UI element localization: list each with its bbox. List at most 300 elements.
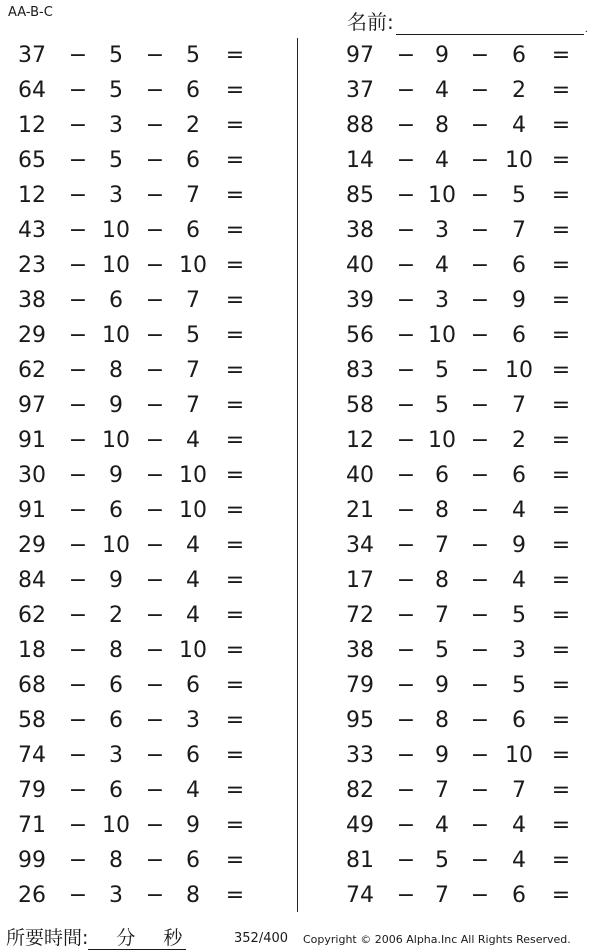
equals-sign: = (551, 463, 571, 488)
problem-row (0, 598, 290, 633)
page-number: 352/400 (234, 931, 289, 946)
equals-sign: = (551, 533, 571, 558)
minus-sign: − (145, 358, 165, 383)
subtrahend-1: 8 (435, 498, 449, 523)
minus-sign: − (470, 148, 490, 173)
subtrahend-2: 4 (512, 848, 526, 873)
minuend: 38 (346, 218, 374, 243)
minus-sign: − (396, 253, 416, 278)
subtrahend-1: 9 (109, 463, 123, 488)
subtrahend-1: 8 (435, 708, 449, 733)
subtrahend-1: 3 (109, 883, 123, 908)
minus-sign: − (145, 568, 165, 593)
minus-sign: − (145, 218, 165, 243)
minuend: 33 (346, 743, 374, 768)
equals-sign: = (225, 638, 245, 663)
minus-sign: − (145, 113, 165, 138)
minuend: 21 (346, 498, 374, 523)
problem-row (0, 563, 290, 598)
time-label: 所要時間: (6, 927, 89, 949)
minus-sign: − (145, 778, 165, 803)
subtrahend-2: 6 (512, 708, 526, 733)
minuend: 37 (346, 78, 374, 103)
minus-sign: − (145, 673, 165, 698)
minus-sign: − (396, 463, 416, 488)
minuend: 38 (346, 638, 374, 663)
minus-sign: − (145, 428, 165, 453)
minuend: 37 (18, 43, 46, 68)
equals-sign: = (551, 218, 571, 243)
subtrahend-2: 7 (512, 778, 526, 803)
subtrahend-2: 6 (186, 218, 200, 243)
subtrahend-2: 7 (512, 218, 526, 243)
minuend: 62 (18, 603, 46, 628)
copyright-notice: Copyright © 2006 Alpha.Inc All Rights Reserved. (303, 933, 571, 946)
minuend: 99 (18, 848, 46, 873)
minus-sign: − (68, 148, 88, 173)
subtrahend-1: 5 (109, 78, 123, 103)
subtrahend-1: 3 (109, 183, 123, 208)
equals-sign: = (551, 78, 571, 103)
problem-row (330, 458, 600, 493)
problem-row (330, 773, 600, 808)
minus-sign: − (470, 778, 490, 803)
equals-sign: = (225, 393, 245, 418)
problem-row (0, 458, 290, 493)
problem-row (330, 143, 600, 178)
minus-sign: − (68, 848, 88, 873)
subtrahend-1: 10 (102, 813, 130, 838)
minus-sign: − (396, 358, 416, 383)
problem-row (0, 318, 290, 353)
subtrahend-1: 5 (435, 393, 449, 418)
subtrahend-1: 4 (435, 253, 449, 278)
problem-row (0, 353, 290, 388)
subtrahend-1: 10 (102, 323, 130, 348)
minus-sign: − (470, 603, 490, 628)
subtrahend-2: 3 (186, 708, 200, 733)
minuend: 88 (346, 113, 374, 138)
minus-sign: − (145, 183, 165, 208)
minuend: 72 (346, 603, 374, 628)
minus-sign: − (396, 498, 416, 523)
equals-sign: = (225, 428, 245, 453)
minus-sign: − (396, 183, 416, 208)
minus-sign: − (470, 253, 490, 278)
equals-sign: = (551, 603, 571, 628)
equals-sign: = (551, 358, 571, 383)
subtrahend-2: 4 (186, 568, 200, 593)
problem-row (0, 633, 290, 668)
minuend: 34 (346, 533, 374, 558)
minus-sign: − (68, 638, 88, 663)
minus-sign: − (396, 673, 416, 698)
subtrahend-2: 4 (512, 813, 526, 838)
name-blank-line[interactable] (396, 14, 584, 35)
equals-sign: = (225, 603, 245, 628)
subtrahend-2: 7 (186, 288, 200, 313)
problem-row (0, 108, 290, 143)
subtrahend-2: 4 (512, 113, 526, 138)
subtrahend-2: 10 (179, 463, 207, 488)
subtrahend-1: 8 (109, 358, 123, 383)
problem-row (330, 843, 600, 878)
subtrahend-2: 10 (505, 358, 533, 383)
problem-row (0, 808, 290, 843)
subtrahend-2: 4 (512, 568, 526, 593)
minuend: 65 (18, 148, 46, 173)
equals-sign: = (225, 848, 245, 873)
equals-sign: = (551, 813, 571, 838)
problem-row (0, 738, 290, 773)
equals-sign: = (551, 848, 571, 873)
subtrahend-2: 4 (512, 498, 526, 523)
problem-row (330, 248, 600, 283)
minus-sign: − (145, 393, 165, 418)
subtrahend-2: 6 (186, 673, 200, 698)
minus-sign: − (396, 883, 416, 908)
minuend: 74 (18, 743, 46, 768)
minuend: 58 (346, 393, 374, 418)
minus-sign: − (396, 393, 416, 418)
minuend: 82 (346, 778, 374, 803)
subtrahend-1: 7 (435, 533, 449, 558)
problem-row (0, 773, 290, 808)
subtrahend-1: 6 (109, 288, 123, 313)
subtrahend-1: 9 (109, 393, 123, 418)
minus-sign: − (68, 253, 88, 278)
minuend: 12 (18, 183, 46, 208)
equals-sign: = (551, 148, 571, 173)
minus-sign: − (145, 533, 165, 558)
left-problem-column (0, 38, 290, 913)
minus-sign: − (68, 778, 88, 803)
minuend: 40 (346, 253, 374, 278)
subtrahend-2: 2 (186, 113, 200, 138)
equals-sign: = (225, 533, 245, 558)
minus-sign: − (68, 533, 88, 558)
minus-sign: − (396, 603, 416, 628)
minus-sign: − (145, 323, 165, 348)
minuend: 84 (18, 568, 46, 593)
minus-sign: − (470, 568, 490, 593)
subtrahend-2: 4 (186, 533, 200, 558)
minus-sign: − (68, 113, 88, 138)
minuend: 18 (18, 638, 46, 663)
minus-sign: − (68, 183, 88, 208)
minuend: 12 (346, 428, 374, 453)
subtrahend-1: 9 (435, 43, 449, 68)
subtrahend-1: 6 (109, 708, 123, 733)
equals-sign: = (225, 568, 245, 593)
minus-sign: − (470, 743, 490, 768)
subtrahend-1: 9 (435, 743, 449, 768)
subtrahend-2: 7 (186, 358, 200, 383)
minus-sign: − (68, 393, 88, 418)
equals-sign: = (225, 778, 245, 803)
problem-row (330, 318, 600, 353)
subtrahend-1: 2 (109, 603, 123, 628)
subtrahend-2: 2 (512, 78, 526, 103)
minus-sign: − (470, 463, 490, 488)
subtrahend-1: 10 (102, 428, 130, 453)
minuend: 39 (346, 288, 374, 313)
minus-sign: − (145, 848, 165, 873)
problem-row (330, 423, 600, 458)
equals-sign: = (225, 463, 245, 488)
subtrahend-1: 6 (109, 778, 123, 803)
subtrahend-1: 7 (435, 603, 449, 628)
minuend: 14 (346, 148, 374, 173)
time-blank[interactable] (88, 927, 186, 950)
minuend: 74 (346, 883, 374, 908)
subtrahend-2: 6 (512, 323, 526, 348)
equals-sign: = (225, 813, 245, 838)
problem-row (0, 248, 290, 283)
subtrahend-2: 4 (186, 778, 200, 803)
subtrahend-2: 10 (505, 743, 533, 768)
problem-row (330, 353, 600, 388)
minus-sign: − (396, 568, 416, 593)
minuend: 95 (346, 708, 374, 733)
subtrahend-2: 9 (512, 533, 526, 558)
minus-sign: − (68, 883, 88, 908)
subtrahend-2: 3 (512, 638, 526, 663)
name-line-end: . (584, 24, 588, 35)
minus-sign: − (470, 498, 490, 523)
minuend: 83 (346, 358, 374, 383)
problem-row (330, 668, 600, 703)
problem-row (330, 598, 600, 633)
right-problem-column (330, 38, 600, 913)
minus-sign: − (470, 43, 490, 68)
equals-sign: = (551, 498, 571, 523)
subtrahend-1: 3 (435, 288, 449, 313)
problem-row (330, 213, 600, 248)
subtrahend-2: 10 (179, 638, 207, 663)
subtrahend-1: 9 (109, 568, 123, 593)
minus-sign: − (470, 78, 490, 103)
subtrahend-1: 6 (435, 463, 449, 488)
subtrahend-1: 3 (109, 743, 123, 768)
problem-row (330, 528, 600, 563)
problem-row (0, 423, 290, 458)
minuend: 29 (18, 323, 46, 348)
minus-sign: − (396, 148, 416, 173)
problem-row (330, 178, 600, 213)
minus-sign: − (470, 288, 490, 313)
minus-sign: − (68, 288, 88, 313)
subtrahend-2: 6 (512, 883, 526, 908)
problem-row (0, 178, 290, 213)
minus-sign: − (396, 813, 416, 838)
equals-sign: = (551, 428, 571, 453)
problem-row (0, 878, 290, 913)
minus-sign: − (470, 813, 490, 838)
minuend: 71 (18, 813, 46, 838)
minuend: 85 (346, 183, 374, 208)
problem-row (330, 73, 600, 108)
equals-sign: = (225, 78, 245, 103)
subtrahend-1: 8 (435, 113, 449, 138)
minuend: 29 (18, 533, 46, 558)
minuend: 64 (18, 78, 46, 103)
problem-row (0, 38, 290, 73)
subtrahend-2: 7 (186, 183, 200, 208)
equals-sign: = (225, 708, 245, 733)
minuend: 79 (346, 673, 374, 698)
minus-sign: − (396, 218, 416, 243)
minuend: 38 (18, 288, 46, 313)
subtrahend-2: 6 (512, 43, 526, 68)
equals-sign: = (225, 148, 245, 173)
minus-sign: − (470, 638, 490, 663)
equals-sign: = (551, 673, 571, 698)
minus-sign: − (68, 428, 88, 453)
minus-sign: − (396, 778, 416, 803)
minus-sign: − (68, 743, 88, 768)
minuend: 58 (18, 708, 46, 733)
subtrahend-1: 4 (435, 813, 449, 838)
subtrahend-1: 4 (435, 78, 449, 103)
minus-sign: − (470, 358, 490, 383)
equals-sign: = (225, 673, 245, 698)
equals-sign: = (225, 358, 245, 383)
equals-sign: = (551, 883, 571, 908)
minus-sign: − (470, 323, 490, 348)
minus-sign: − (145, 43, 165, 68)
equals-sign: = (551, 638, 571, 663)
equals-sign: = (225, 288, 245, 313)
minus-sign: − (68, 708, 88, 733)
minus-sign: − (68, 323, 88, 348)
subtrahend-1: 5 (109, 43, 123, 68)
minus-sign: − (470, 883, 490, 908)
equals-sign: = (551, 323, 571, 348)
minus-sign: − (396, 113, 416, 138)
subtrahend-2: 5 (512, 673, 526, 698)
minus-sign: − (68, 603, 88, 628)
problem-row (0, 283, 290, 318)
equals-sign: = (225, 253, 245, 278)
minus-sign: − (145, 463, 165, 488)
subtrahend-2: 10 (505, 148, 533, 173)
minus-sign: − (68, 813, 88, 838)
subtrahend-2: 5 (186, 323, 200, 348)
subtrahend-1: 8 (109, 638, 123, 663)
subtrahend-2: 4 (186, 428, 200, 453)
minus-sign: − (396, 78, 416, 103)
minus-sign: − (145, 638, 165, 663)
equals-sign: = (225, 218, 245, 243)
minus-sign: − (68, 218, 88, 243)
subtrahend-1: 10 (428, 428, 456, 453)
problem-row (330, 108, 600, 143)
problem-row (0, 493, 290, 528)
subtrahend-1: 6 (109, 498, 123, 523)
subtrahend-2: 5 (186, 43, 200, 68)
subtrahend-1: 7 (435, 778, 449, 803)
problem-row (330, 283, 600, 318)
equals-sign: = (551, 253, 571, 278)
minus-sign: − (68, 358, 88, 383)
equals-sign: = (551, 43, 571, 68)
minus-sign: − (470, 393, 490, 418)
minuend: 40 (346, 463, 374, 488)
minus-sign: − (145, 883, 165, 908)
minus-sign: − (145, 743, 165, 768)
subtrahend-1: 10 (428, 323, 456, 348)
minuend: 12 (18, 113, 46, 138)
minuend: 81 (346, 848, 374, 873)
subtrahend-2: 6 (512, 463, 526, 488)
subtrahend-2: 8 (186, 883, 200, 908)
minus-sign: − (396, 428, 416, 453)
minuend: 23 (18, 253, 46, 278)
equals-sign: = (551, 183, 571, 208)
problem-row (0, 388, 290, 423)
minus-sign: − (396, 323, 416, 348)
equals-sign: = (225, 743, 245, 768)
minus-sign: − (396, 533, 416, 558)
subtrahend-1: 10 (102, 218, 130, 243)
subtrahend-2: 6 (186, 148, 200, 173)
problem-row (330, 878, 600, 913)
minuend: 17 (346, 568, 374, 593)
minus-sign: − (396, 743, 416, 768)
subtrahend-2: 9 (512, 288, 526, 313)
seconds-label: 秒 (163, 927, 183, 949)
subtrahend-2: 7 (512, 393, 526, 418)
minus-sign: − (145, 813, 165, 838)
minus-sign: − (470, 848, 490, 873)
subtrahend-2: 6 (186, 743, 200, 768)
minuend: 26 (18, 883, 46, 908)
minus-sign: − (68, 673, 88, 698)
minuend: 62 (18, 358, 46, 383)
problem-row (0, 528, 290, 563)
minus-sign: − (396, 848, 416, 873)
minuend: 68 (18, 673, 46, 698)
equals-sign: = (551, 743, 571, 768)
subtrahend-1: 9 (435, 673, 449, 698)
equals-sign: = (225, 183, 245, 208)
minuend: 91 (18, 498, 46, 523)
equals-sign: = (551, 708, 571, 733)
minus-sign: − (145, 78, 165, 103)
problem-row (330, 738, 600, 773)
equals-sign: = (225, 323, 245, 348)
subtrahend-1: 5 (109, 148, 123, 173)
minus-sign: − (470, 113, 490, 138)
subtrahend-2: 5 (512, 183, 526, 208)
minus-sign: − (396, 288, 416, 313)
equals-sign: = (225, 113, 245, 138)
equals-sign: = (225, 883, 245, 908)
minus-sign: − (396, 638, 416, 663)
minus-sign: − (145, 253, 165, 278)
minus-sign: − (145, 288, 165, 313)
minus-sign: − (470, 533, 490, 558)
subtrahend-1: 8 (109, 848, 123, 873)
subtrahend-1: 4 (435, 148, 449, 173)
minus-sign: − (145, 708, 165, 733)
equals-sign: = (551, 778, 571, 803)
minus-sign: − (396, 708, 416, 733)
equals-sign: = (225, 498, 245, 523)
problem-row (0, 73, 290, 108)
subtrahend-2: 6 (186, 848, 200, 873)
